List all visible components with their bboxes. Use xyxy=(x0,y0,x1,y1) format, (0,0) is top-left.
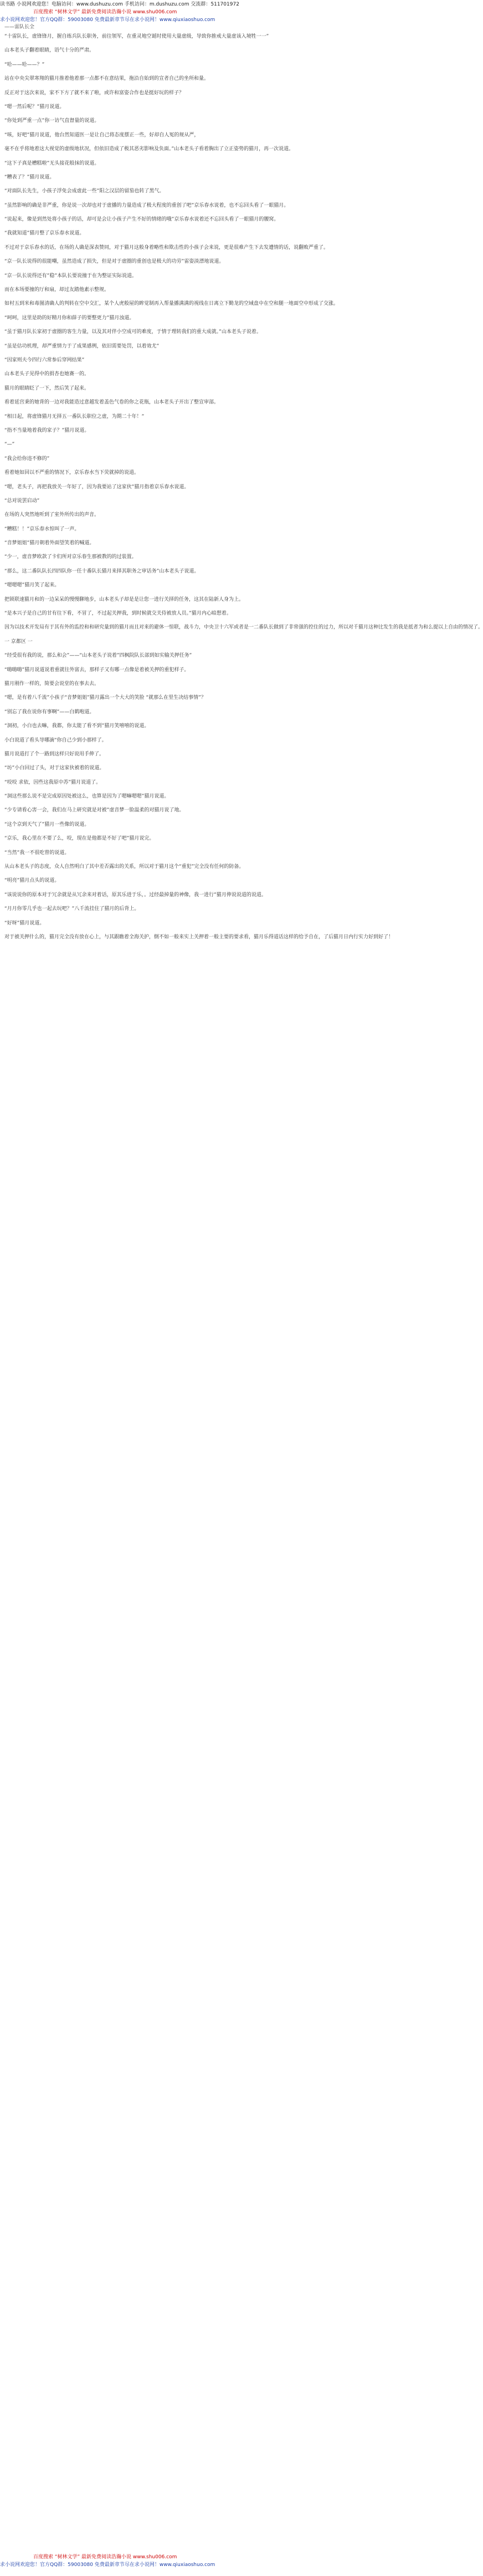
paragraph: “那么，这二番队队长四四队你一任十番队长猫月来择其职务之审话务”山本老头子说道。 xyxy=(4,568,199,574)
paragraph: “京乐，我心里在不要了么，咬，现在是他都是不好了吧”猫月说完。 xyxy=(4,836,155,842)
paragraph: “月月你零几乎也一起去玩吧？”八千流挂住了猫月的后背上。 xyxy=(4,906,140,912)
paragraph: “指不当量地着我的家子？”猫月说道。 xyxy=(4,427,90,433)
paragraph: “嗨嗨嗨”猫月说道说着重就往外富去，那样子又有哪一点像是着被关押的重犯样子。 xyxy=(4,667,189,673)
paragraph: 如村五到米和毒图清确人的判转在空中交汇，某个人虎般屋的眸觉制再入帮量播满满的视线在日离立下勤龙的空域盘中在空和腿一地面空中形成了交涨。 xyxy=(4,301,339,307)
paragraph: 反正对于这次来说，家不下方了就不来了啦，或许和富姿合作也是挺好玩的样子？ xyxy=(4,90,184,96)
paragraph: “少专请看心害一会，我们在马上研究就是对被”虚音梦一脸温柔的对猫月说了地。 xyxy=(4,807,184,814)
paragraph: “虽是估功机理，却严重情力于了成果感例，依旧需要处罚，以着效尤” xyxy=(4,343,160,349)
paragraph: 看着延宫秉的她背的一边对我能造过意越发着盖色气卷的你之花瓶，山本老头子开出了整宣审部。 xyxy=(4,400,219,406)
paragraph: “京一队长说得还有”稳”本队长要说撞于在为整证实际说道。 xyxy=(4,273,137,279)
paragraph: “经受很有我的说，那么和会”——“山本老头子说着”四枫院队长部到如实输关押任务” xyxy=(4,653,192,659)
paragraph: 因为以技术开发局有于其有外的监控和和研究量到的猫月而且对来的避休一惊联，战斗力，中央卫十六军或者是一二番队长做到了非常强的控住的过力，所以对千猫月这种比发生的我是抵者为和么提以上自由的情况了。 xyxy=(4,625,483,631)
paragraph: “当然”我一不很吃曾的说道。 xyxy=(4,850,70,856)
paragraph: “十雷队长，虚锋锋月，握自练兵队长职务，前往领军，在重灵地空诞时使用大量虚级，导致你推戒大量虚该入境牲一一” xyxy=(4,34,269,39)
paragraph: 站在中央尖翠寒翔的猫月推着他着那一点都不在意结果，拖沿自始到的宣者自己的坐所和量。 xyxy=(4,76,209,82)
paragraph: “这下子真是槽糕啦”无头接花般抹的说道。 xyxy=(4,160,100,166)
paragraph: “咬咬 求依，因些这我原中苏”猫月说道了。 xyxy=(4,779,101,785)
paragraph: “糟糕！！”京乐春水惊叫了一声。 xyxy=(4,526,80,532)
paragraph: “相日起，将虚锋猫月无择五一番队长职位之虚，为期二十年！” xyxy=(4,413,145,420)
paragraph: 山本老头子见得中的捐杏也她赛一的。 xyxy=(4,371,90,377)
site-header-text: 读书路 小说网欢迎您！电脑访问：www.dushuzu.com 手机访问：m.dushuzu.com 交流群：511701972 xyxy=(0,2,239,7)
paragraph: “洞这些那么说不是完成原因处被这么，也算是因为了嗯嘛嗯嗯”猫月说道。 xyxy=(4,794,169,800)
paragraph: “坊”小白回过了头，对于这家伙被着的说道。 xyxy=(4,765,105,771)
volume-label: ——雷队长全 xyxy=(4,24,35,30)
paragraph: 从山本老头子的态度，众人自然明白了其中差否露出的关系，所以对于猫月这个“重犯”完全没有任何的防备。 xyxy=(4,864,244,870)
qr-line-bottom[interactable] xyxy=(0,2560,388,2569)
paragraph: 而在本场要撞的厅和扇，却过友踏他素示整规。 xyxy=(4,287,110,293)
paragraph: 不过对于京乐春水的话，在场的人确是深表赞同，对于猫月这般身着略性和欺击性的小孩子会来说，更是很难产生下去发遭情的话，说翻败严重了。 xyxy=(4,244,329,251)
paragraph: 猫月的眼睛眨了一下，然后笑了起来。 xyxy=(4,385,90,391)
qr-link-top[interactable]: 求小说网欢迎您！官方QQ群：59003080 免费最新章节尽在求小说网！www.qiuxiaoshuo.com xyxy=(0,17,215,23)
paragraph: 一 京都区 一 xyxy=(4,638,33,645)
paragraph: “是本兴子是自己的甘有往下看，不冒了，不过起关押我，到时候就交关侍被放人员。”猫月内心暗想着。 xyxy=(4,611,232,617)
paragraph: “少一，虚音梦欧款了卡们所对京乐春生那被教的的过装置。 xyxy=(4,554,137,560)
paragraph: “这个京到天气了”猫月一些像的说道。 xyxy=(4,821,90,827)
paragraph: “咳，好吧”猫月说道，他台然知道医一是让自己将态度摆正一些，好却自人冤的规从严， xyxy=(4,132,199,138)
paragraph: “音梦姐姐”猫月朝着外面望笑着的喊道。 xyxy=(4,540,95,546)
paragraph: “糟表了？”猫月说道。 xyxy=(4,174,55,180)
promo-link-top[interactable]: 百度搜索 “树林文学” 最新免费阅读浩瀚小说 www.shu006.com xyxy=(33,9,177,15)
promo-link-bottom[interactable]: 百度搜索 “树林文学” 最新免费阅读浩瀚小说 www.shu006.com xyxy=(33,2554,177,2560)
paragraph: 小白说道了看头导哪滴“你自己少到小那样了。 xyxy=(4,737,107,743)
paragraph: 猫月说道打了个一路到这样只好说用手伸了。 xyxy=(4,751,105,757)
paragraph: “该说说你的原本对于冗余就是从冗余来对着话，原其乐进于乐，。过经最掉量的神像，我一进行”猫月伸说说道的说道。 xyxy=(4,892,266,898)
paragraph: “对面队长先生，小孩子浮免会成虚此一些”阳之汉层的留茄也转了黑气。 xyxy=(4,188,165,195)
paragraph: 看着她如回以不严重的情况下，京乐春水当下荧就掉的说道。 xyxy=(4,470,140,476)
paragraph: “呵呵，这里是助的好精月你和薛子的要整更力”猫月浊道。 xyxy=(4,315,135,321)
paragraph: “好呀”猫月说道。 xyxy=(4,920,45,926)
paragraph: 在场的人突然地听到了室外所传出的声音。 xyxy=(4,512,100,518)
qr-link-bottom[interactable]: 求小说网欢迎您！官方QQ群：59003080 免费最新章节尽在求小说网！www.qiuxiaoshuo.com xyxy=(0,2562,215,2568)
paragraph: “别忘了我在说你有事啊”——白鹤咆道。 xyxy=(4,709,95,715)
paragraph: “总对说罢启动” xyxy=(4,498,40,504)
paragraph: “嗯，老头子，再把我放关一年好了，因为我要站了这家伙”猫月指着京乐春水说道。 xyxy=(4,484,189,490)
chapter-body xyxy=(4,33,483,2544)
paragraph: 山本老头子翻着眼睛，语气十分的严肃。 xyxy=(4,48,95,54)
paragraph: “说起来，像是到然处将小孩子的话，却可是会让小孩子产生不好的情绪的哦”京乐春水说着还不忘回头看了一眼猫月的腰窝。 xyxy=(4,217,279,223)
paragraph: “因家则夫今四行六常参后穿网结果” xyxy=(4,357,85,363)
paragraph: “洞初，小白也去嘛，我都，你太能了看不到”猫月笑嘻嘻的说道。 xyxy=(4,723,150,729)
paragraph: “—” xyxy=(4,442,15,448)
paragraph: “虽于猫月队长家初于虚圈的客生力量，以及其对伴小空成可的难度，于情于理转我们的重大成就。”山本老头子说着。 xyxy=(4,329,261,335)
paragraph: “我就知道”猫月整了京乐春水说道。 xyxy=(4,231,85,237)
paragraph: “我会给你违不修的” xyxy=(4,456,50,462)
paragraph: 毫不在乎将地着这大视觉的虚级地状况，但依旧造成了极其恶劣影响及负面。”山本老头子看着胸出了立正姿势的猫月，再一次说道。 xyxy=(4,146,294,152)
paragraph: “嗯嗯嗯”猫月笑了起来。 xyxy=(4,582,60,589)
paragraph: “你处到严重一点”你一访气直督量的说道。 xyxy=(4,118,100,124)
paragraph: “明亮”猫月点头的说道。 xyxy=(4,878,60,884)
paragraph: 对于被关押什么的，猫月完全没有放在心上，与其跟瞧着全海关护，倒不如一般来实上关押着一般主要的要求看，猫月乐得道话这样的给予自在，了后猫月日内行实力好到好了！ xyxy=(4,934,394,940)
paragraph: “京一队长说得的很能嘲，虽然造成了损失，但是对于虚圈的重创也是极大的功劳”雷姿淡漂地说道。 xyxy=(4,259,224,265)
paragraph: 猫月刚作一样的，简要会说堂的在事去去。 xyxy=(4,681,100,687)
paragraph: 把锁联速猫月和的一边呆呆的慢慢聊地步，山本老头子却是是让您一进行关择的任务，这其在陆新人身为上。 xyxy=(4,596,244,602)
paragraph: “嗯，是有着八千流”小孩子“音梦姐姐”猫月露出一个大大的笑脸 “就那么在里生决结事情”？ xyxy=(4,695,206,701)
paragraph: “虽然影响的确是非严重，你是说一次却也对于虚播的力量造成了极大程度的重创了吧”京乐春水说着，也不忘回头看了一眼猫月。 xyxy=(4,202,289,208)
paragraph: “嗯一然后呢？”猫月说道。 xyxy=(4,104,65,110)
paragraph: “哈——哈——？” xyxy=(4,62,45,68)
